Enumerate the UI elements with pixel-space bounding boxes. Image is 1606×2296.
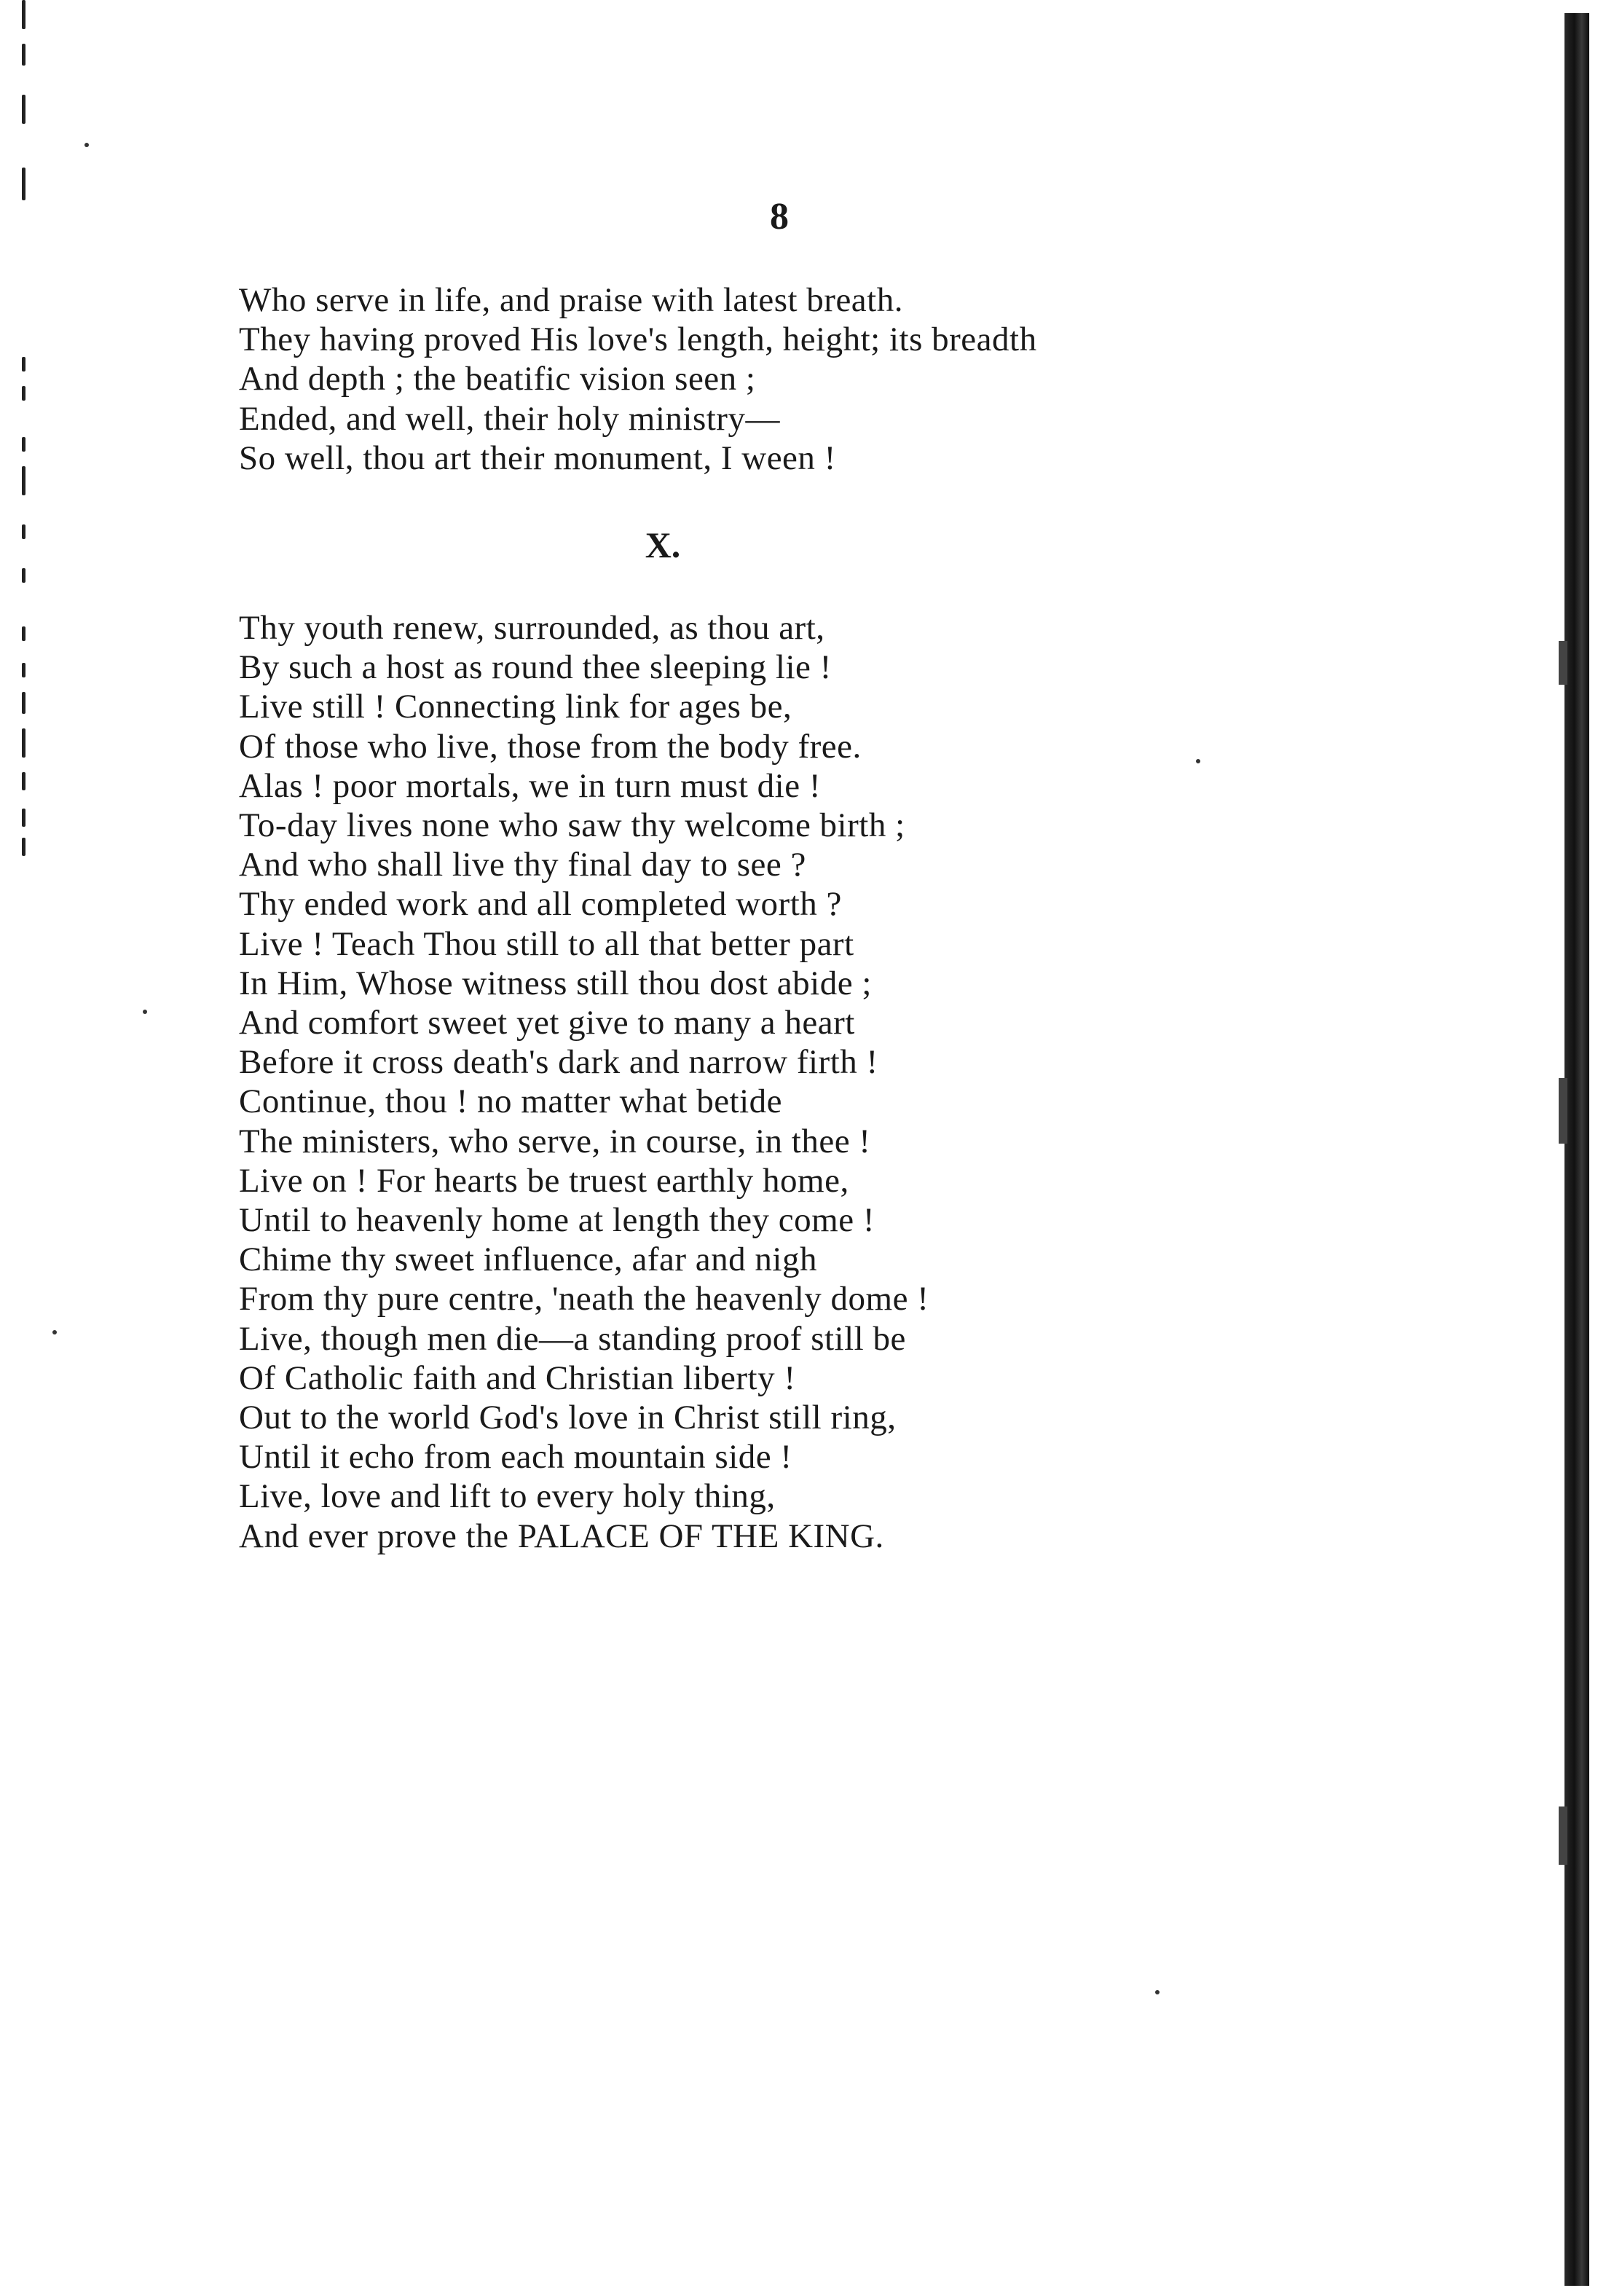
page-edge-marks: [0, 0, 58, 874]
verse-line: Live, though men die—a standing proof still be: [239, 1319, 906, 1358]
verse-line: So well, thou art their monument, I ween !: [239, 439, 836, 477]
verse-line: And ever prove the PALACE OF THE KING.: [239, 1517, 884, 1555]
verse-line: Live on ! For hearts be truest earthly home,: [239, 1161, 849, 1200]
verse-line: By such a host as round thee sleeping lie !: [239, 648, 832, 687]
verse-line: They having proved His love's length, height; its breadth: [239, 321, 1037, 359]
section-heading: X.: [645, 524, 681, 565]
binding-notch: [1559, 1078, 1567, 1144]
stanza-2: [239, 608, 929, 1556]
verse-line: To-day lives none who saw thy welcome birth ;: [239, 806, 905, 845]
verse-line: Live still ! Connecting link for ages be,: [239, 688, 792, 726]
page-number: 8: [770, 196, 789, 237]
verse-line: And depth ; the beatific vision seen ;: [239, 360, 756, 398]
verse-line: Until to heavenly home at length they come !: [239, 1201, 875, 1240]
ink-speck: [1196, 759, 1200, 763]
ink-speck: [143, 1010, 147, 1014]
verse-line: Of Catholic faith and Christian liberty !: [239, 1359, 796, 1397]
verse-line: Out to the world God's love in Christ still ring,: [239, 1399, 897, 1437]
verse-line: Before it cross death's dark and narrow firth !: [239, 1043, 878, 1082]
verse-line: From thy pure centre, 'neath the heavenly dome !: [239, 1280, 929, 1318]
verse-line: In Him, Whose witness still thou dost abide ;: [239, 964, 872, 1002]
ink-speck: [52, 1330, 57, 1334]
verse-line: Who serve in life, and praise with latest breath.: [239, 281, 903, 319]
verse-line: Thy youth renew, surrounded, as thou art,: [239, 609, 825, 647]
verse-line: And comfort sweet yet give to many a heart: [239, 1004, 855, 1042]
verse-line: Thy ended work and all completed worth ?: [239, 885, 842, 924]
verse-line: Until it echo from each mountain side !: [239, 1438, 792, 1477]
verse-line: Chime thy sweet influence, afar and nigh: [239, 1241, 817, 1279]
verse-line: Alas ! poor mortals, we in turn must die !: [239, 766, 821, 805]
book-binding-edge: [1564, 13, 1589, 2286]
verse-line: Live, love and lift to every holy thing,: [239, 1477, 776, 1516]
binding-notch: [1559, 641, 1567, 685]
binding-notch: [1559, 1806, 1567, 1865]
verse-line: Of those who live, those from the body free.: [239, 727, 862, 766]
ink-speck: [84, 143, 89, 147]
stanza-1: [239, 280, 1037, 478]
verse-line: Live ! Teach Thou still to all that better part: [239, 924, 854, 963]
verse-line: Continue, thou ! no matter what betide: [239, 1082, 783, 1121]
verse-line: And who shall live thy final day to see ?: [239, 846, 806, 884]
verse-line: Ended, and well, their holy ministry—: [239, 399, 780, 438]
ink-speck: [1155, 1990, 1160, 1994]
verse-line: The ministers, who serve, in course, in thee !: [239, 1122, 871, 1160]
